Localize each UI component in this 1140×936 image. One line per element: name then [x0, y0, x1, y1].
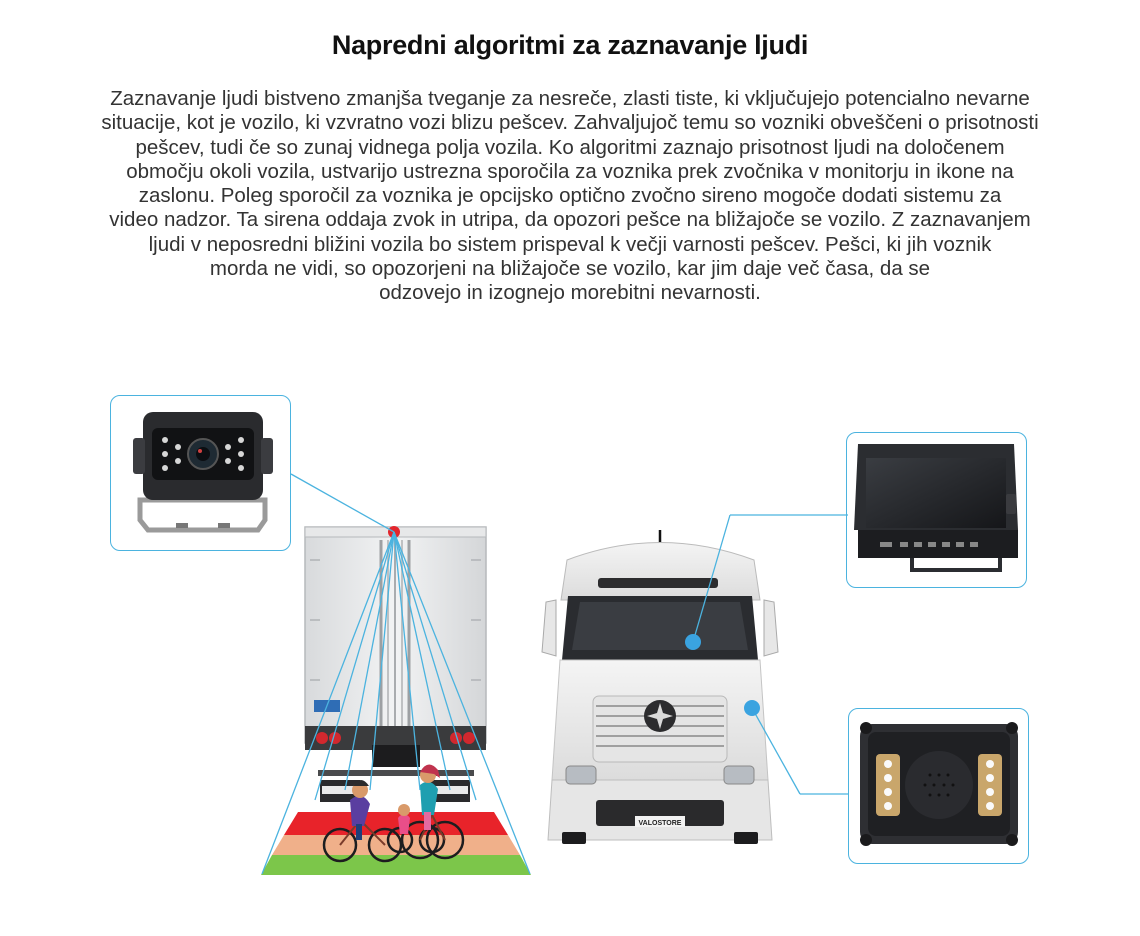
paragraph-line: video nadzor. Ta sirena oddaja zvok in utripa, da opozori pešce na bližajoče se vozilo. Z zaznavanjem	[109, 208, 1031, 232]
truck-front-icon	[542, 530, 778, 844]
paragraph-line: odzovejo in izognejo morebitni nevarnosti.	[379, 281, 761, 305]
page-title: Napredni algoritmi za zaznavanje ljudi	[331, 30, 809, 60]
camera-callout-line	[291, 474, 394, 532]
detection-zones	[261, 812, 531, 875]
monitor-icon	[854, 444, 1018, 570]
paragraph-line: morda ne vidi, so opozorjeni na bližajoče se vozilo, kar jim daje več časa, da se	[209, 257, 931, 281]
paragraph-line: območju okoli vozila, ustvarijo ustrezna sporočila za voznika prek zvočnika v monitorju in ikone na	[126, 159, 1014, 183]
siren-icon	[860, 722, 1018, 846]
rear-camera-icon	[133, 412, 273, 530]
siren-position-dot	[744, 700, 760, 716]
paragraph-line: pešcev, tudi če so zunaj vidnega polja vozila. Ko algoritmi zaznajo prisotnost ljudi na določenem	[135, 135, 1005, 159]
paragraph-line: Zaznavanje ljudi bistveno zmanjša tveganje za nesreče, zlasti tiste, ki vključujejo potencialno nevarne	[110, 87, 1030, 110]
paragraph-line: ljudi v neposredni bližini vozila bo sistem prispeval k večji varnosti pešcev. Pešci, ki jih voznik	[148, 232, 992, 256]
paragraph-line: zaslonu. Poleg sporočil za voznika je opcijsko optično zvočno sireno mogoče dodati sistemu za	[138, 184, 1002, 208]
trailer-rear-icon	[305, 526, 486, 802]
monitor-position-dot	[685, 634, 701, 650]
truck-plate: VALOSTORE	[638, 820, 682, 827]
paragraph-line: situacije, kot je vozilo, ki vzvratno vozi blizu pešcev. Zahvaljujoč temu so vozniki obveščeni o prisotnosti	[101, 111, 1039, 135]
